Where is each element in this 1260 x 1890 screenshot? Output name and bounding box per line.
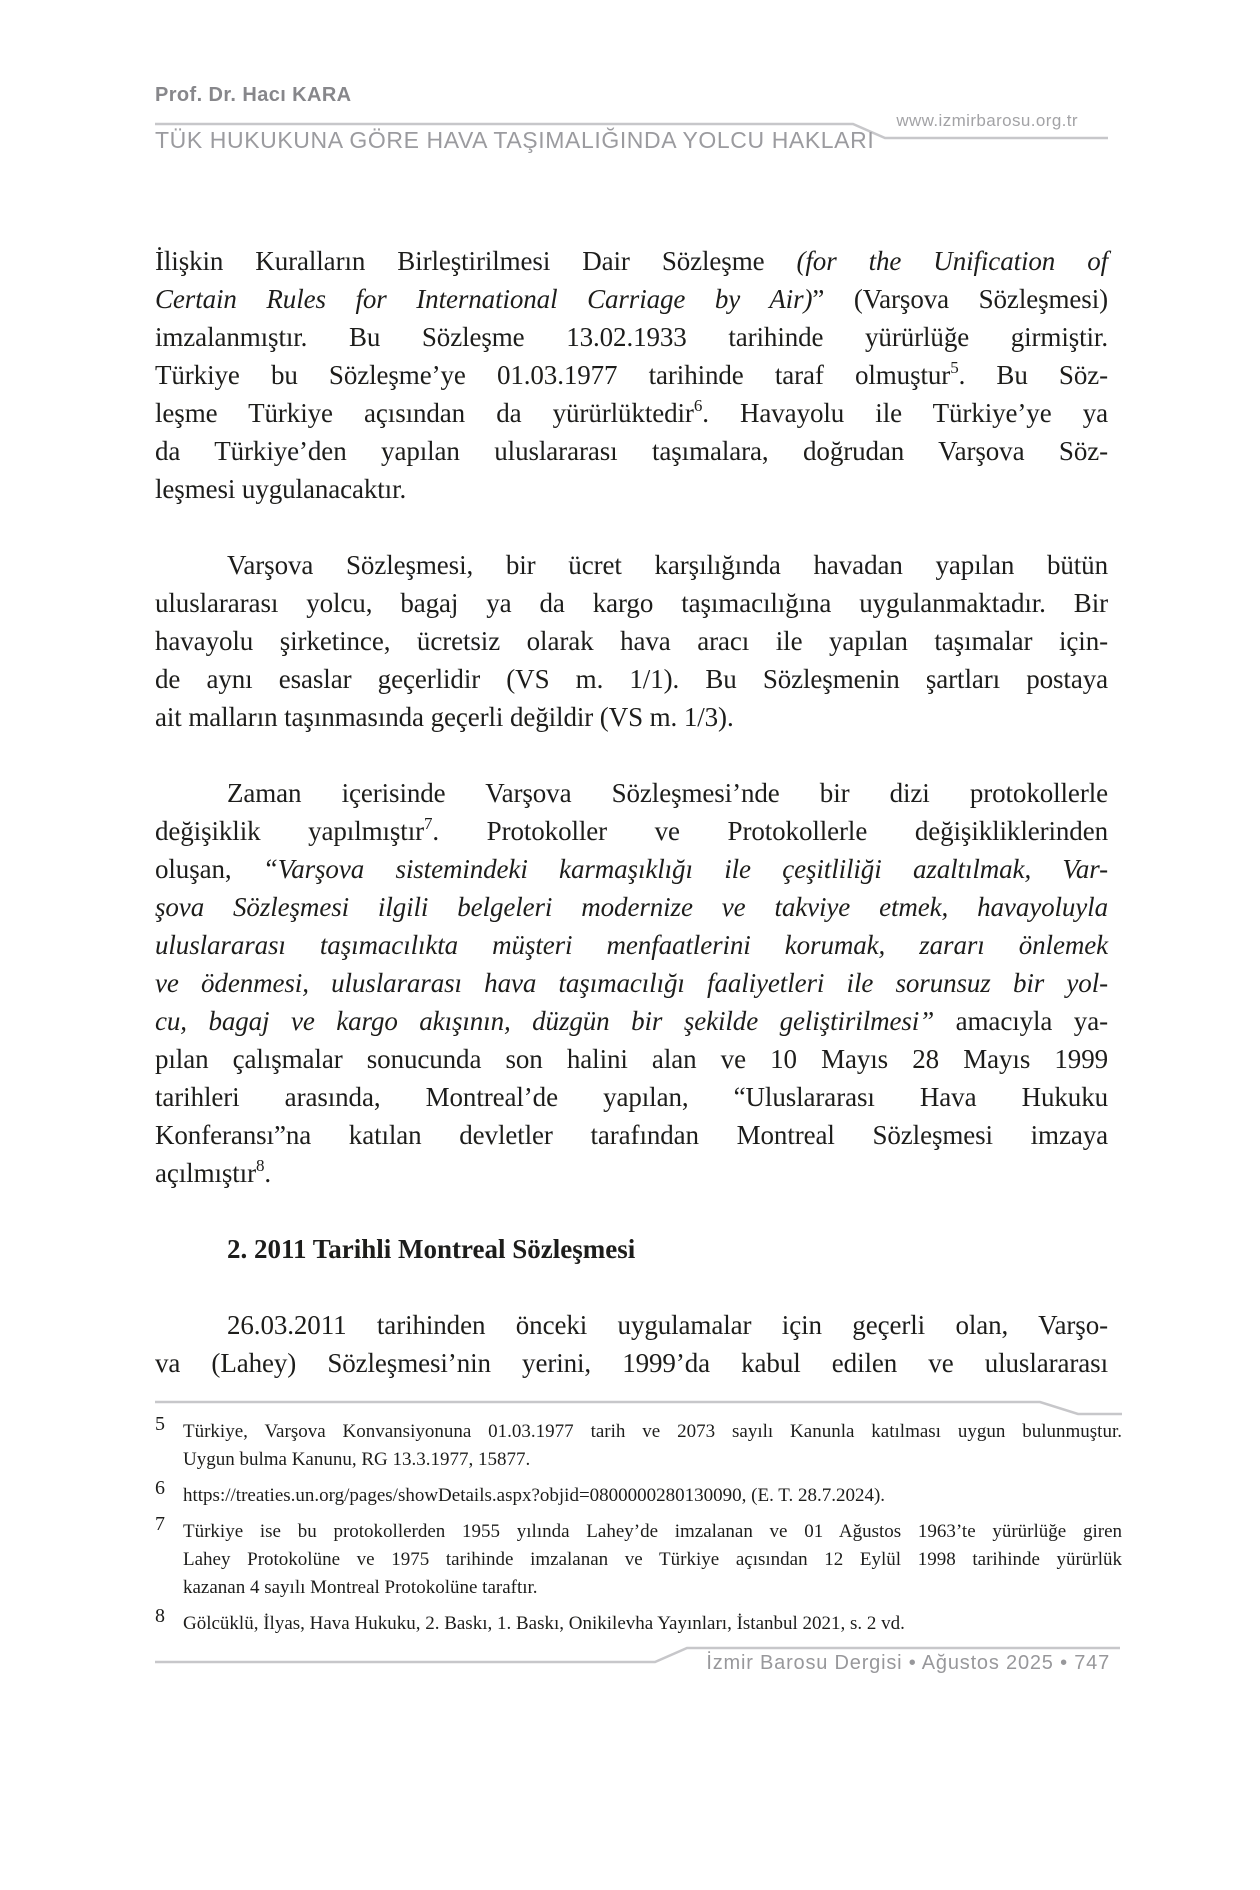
footnote-number: 6: [155, 1477, 165, 1499]
text-segment: Zaman içerisinde Varşova Sözleşmesi’nde bir dizi protokollerle: [227, 778, 1108, 808]
text-segment: leşmesi uygulanacaktır.: [155, 474, 407, 504]
footnote-separator-rule: [155, 1402, 1122, 1414]
text-segment: Türkiye bu Sözleşme’ye 01.03.1977 tarihinde taraf olmuştur: [155, 360, 951, 390]
text-segment: açılmıştır: [155, 1158, 256, 1188]
text-segment: Uygun bulma Kanunu, RG 13.3.1977, 15877.: [183, 1449, 531, 1470]
footnote-5: [155, 1413, 1122, 1474]
text-segment: cu, bagaj ve kargo akışının, düzgün bir şekilde geliştirilmesi”: [155, 1006, 935, 1036]
footnote-8: [155, 1605, 1122, 1638]
text-segment: (for the Unification of: [796, 246, 1108, 276]
website-url: www.izmirbarosu.org.tr: [896, 111, 1078, 130]
footnote-text: [183, 1482, 1122, 1510]
footnote-text: [183, 1518, 1122, 1602]
text-segment: kazanan 4 sayılı Montreal Protokolüne taraftır.: [183, 1577, 538, 1598]
paragraph-2: [155, 546, 1108, 736]
text-segment: . Havayolu ile Türkiye’ye ya: [702, 398, 1108, 428]
footnote-text: [183, 1418, 1122, 1474]
text-line: [155, 812, 1108, 850]
text-segment: Türkiye, Varşova Konvansiyonuna 01.03.1977 tarih ve 2073 sayılı Kanunla katılması uygun bulunmuştur.: [183, 1421, 1122, 1442]
text-segment: ait malların taşınmasında geçerli değildir (VS m. 1/3).: [155, 702, 734, 732]
footnote-7: [155, 1513, 1122, 1602]
text-segment: Certain Rules for International Carriage by Air): [155, 284, 813, 314]
text-line: [155, 394, 1108, 432]
text-line: [155, 774, 1108, 812]
text-line: [183, 1446, 1122, 1474]
footnote-6: [155, 1477, 1122, 1510]
text-segment: değişiklik yapılmıştır: [155, 816, 424, 846]
paragraph-4: [155, 1306, 1108, 1382]
text-line: [155, 698, 1108, 736]
text-segment: 26.03.2011 tarihinden önceki uygulamalar için geçerli olan, Varşo-: [227, 1310, 1108, 1340]
text-segment: Türkiye ise bu protokollerden 1955 yılında Lahey’de imzalanan ve 01 Ağustos 1963’te yürürlüğe giren: [183, 1521, 1122, 1542]
text-line: [155, 432, 1108, 470]
text-line: [183, 1418, 1122, 1446]
text-line: [155, 318, 1108, 356]
text-segment: leşme Türkiye açısından da yürürlüktedir: [155, 398, 694, 428]
text-segment: oluşan,: [155, 854, 263, 884]
text-line: [183, 1574, 1122, 1602]
section-heading: 2. 2011 Tarihli Montreal Sözleşmesi: [227, 1234, 636, 1264]
text-line: [155, 1078, 1108, 1116]
paragraph-1: [155, 242, 1108, 508]
text-segment: pılan çalışmalar sonucunda son halini alan ve 10 Mayıs 28 Mayıs 1999: [155, 1044, 1108, 1074]
text-line: [183, 1546, 1122, 1574]
footnote-ref: 6: [693, 396, 703, 415]
journal-footer: İzmir Barosu Dergisi • Ağustos 2025 • 747: [706, 1652, 1110, 1674]
text-segment: şova Sözleşmesi ilgili belgeleri modernize ve takviye etmek, havayoluyla: [155, 892, 1108, 922]
text-line: [155, 964, 1108, 1002]
article-body: [155, 242, 1108, 1382]
text-segment: ” (Varşova Sözleşmesi): [812, 284, 1108, 314]
text-segment: https://treaties.un.org/pages/showDetails.aspx?objid=0800000280130090, (E. T. 28.7.2024).: [183, 1485, 886, 1506]
text-segment: . Bu Söz-: [958, 360, 1108, 390]
text-segment: va (Lahey) Sözleşmesi’nin yerini, 1999’da kabul edilen ve uluslararası: [155, 1348, 1108, 1378]
footnote-ref: 7: [424, 814, 433, 833]
text-segment: Varşova Sözleşmesi, bir ücret karşılığında havadan yapılan bütün: [227, 550, 1108, 580]
text-line: [155, 470, 1108, 508]
text-line: [183, 1482, 1122, 1510]
footnote-text: [183, 1610, 1122, 1638]
text-segment: imzalanmıştır. Bu Sözleşme 13.02.1933 tarihinde yürürlüğe girmiştir.: [155, 322, 1108, 352]
text-segment: uluslararası taşımacılıkta müşteri menfaatlerini korumak, zararı önlemek: [155, 930, 1108, 960]
text-segment: tarihleri arasında, Montreal’de yapılan, “Uluslararası Hava Hukuku: [155, 1082, 1108, 1112]
paragraph-3: [155, 774, 1108, 1192]
footnotes: [155, 1413, 1122, 1638]
footnote-number: 5: [155, 1413, 165, 1435]
footnote-ref: 8: [255, 1156, 265, 1175]
running-header-title: TÜK HUKUKUNA GÖRE HAVA TAŞIMALIĞINDA YOLCU HAKLARI: [155, 127, 875, 153]
text-segment: . Protokoller ve Protokollerle değişikliklerinden: [432, 816, 1108, 846]
text-segment: da Türkiye’den yapılan uluslararası taşımalara, doğrudan Varşova Söz-: [155, 436, 1108, 466]
text-segment: de aynı esaslar geçerlidir (VS m. 1/1). Bu Sözleşmenin şartları postaya: [155, 664, 1108, 694]
text-line: [155, 1344, 1108, 1382]
text-line: [155, 926, 1108, 964]
text-line: [155, 888, 1108, 926]
text-line: [155, 1116, 1108, 1154]
text-line: [155, 1002, 1108, 1040]
text-line: [155, 1154, 1108, 1192]
text-line: [155, 546, 1108, 584]
footnote-number: 7: [155, 1513, 165, 1535]
text-line: [155, 1306, 1108, 1344]
text-segment: uluslararası yolcu, bagaj ya da kargo taşımacılığına uygulanmaktadır. Bir: [155, 588, 1108, 618]
text-segment: .: [264, 1158, 272, 1188]
text-line: [155, 850, 1108, 888]
text-line: [155, 280, 1108, 318]
text-segment: İlişkin Kuralların Birleştirilmesi Dair Sözleşme: [155, 246, 797, 276]
text-segment: Lahey Protokolüne ve 1975 tarihinde imzalanan ve Türkiye açısından 12 Eylül 1998 tarihinde yürürlük: [183, 1549, 1122, 1570]
text-segment: “Varşova sistemindeki karmaşıklığı ile çeşitliliği azaltılmak, Var-: [262, 854, 1108, 884]
text-line: [155, 622, 1108, 660]
footnote-ref: 5: [950, 358, 959, 377]
text-line: [155, 1040, 1108, 1078]
text-line: [155, 242, 1108, 280]
text-segment: Konferansı”na katılan devletler tarafından Montreal Sözleşmesi imzaya: [155, 1120, 1108, 1150]
footnote-number: 8: [155, 1605, 165, 1627]
text-segment: Gölcüklü, İlyas, Hava Hukuku, 2. Baskı, 1. Baskı, Onikilevha Yayınları, İstanbul 2021, s. 2 vd.: [183, 1613, 905, 1634]
text-segment: havayolu şirketince, ücretsiz olarak hava aracı ile yapılan taşımalar için-: [155, 626, 1108, 656]
text-segment: amacıyla ya-: [934, 1006, 1108, 1036]
text-segment: ve ödenmesi, uluslararası hava taşımacılığı faaliyetleri ile sorunsuz bir yol-: [155, 968, 1108, 998]
text-line: [155, 660, 1108, 698]
author-name: Prof. Dr. Hacı KARA: [155, 84, 352, 106]
text-line: [183, 1518, 1122, 1546]
text-line: [183, 1610, 1122, 1638]
text-line: [155, 356, 1108, 394]
text-line: [155, 584, 1108, 622]
